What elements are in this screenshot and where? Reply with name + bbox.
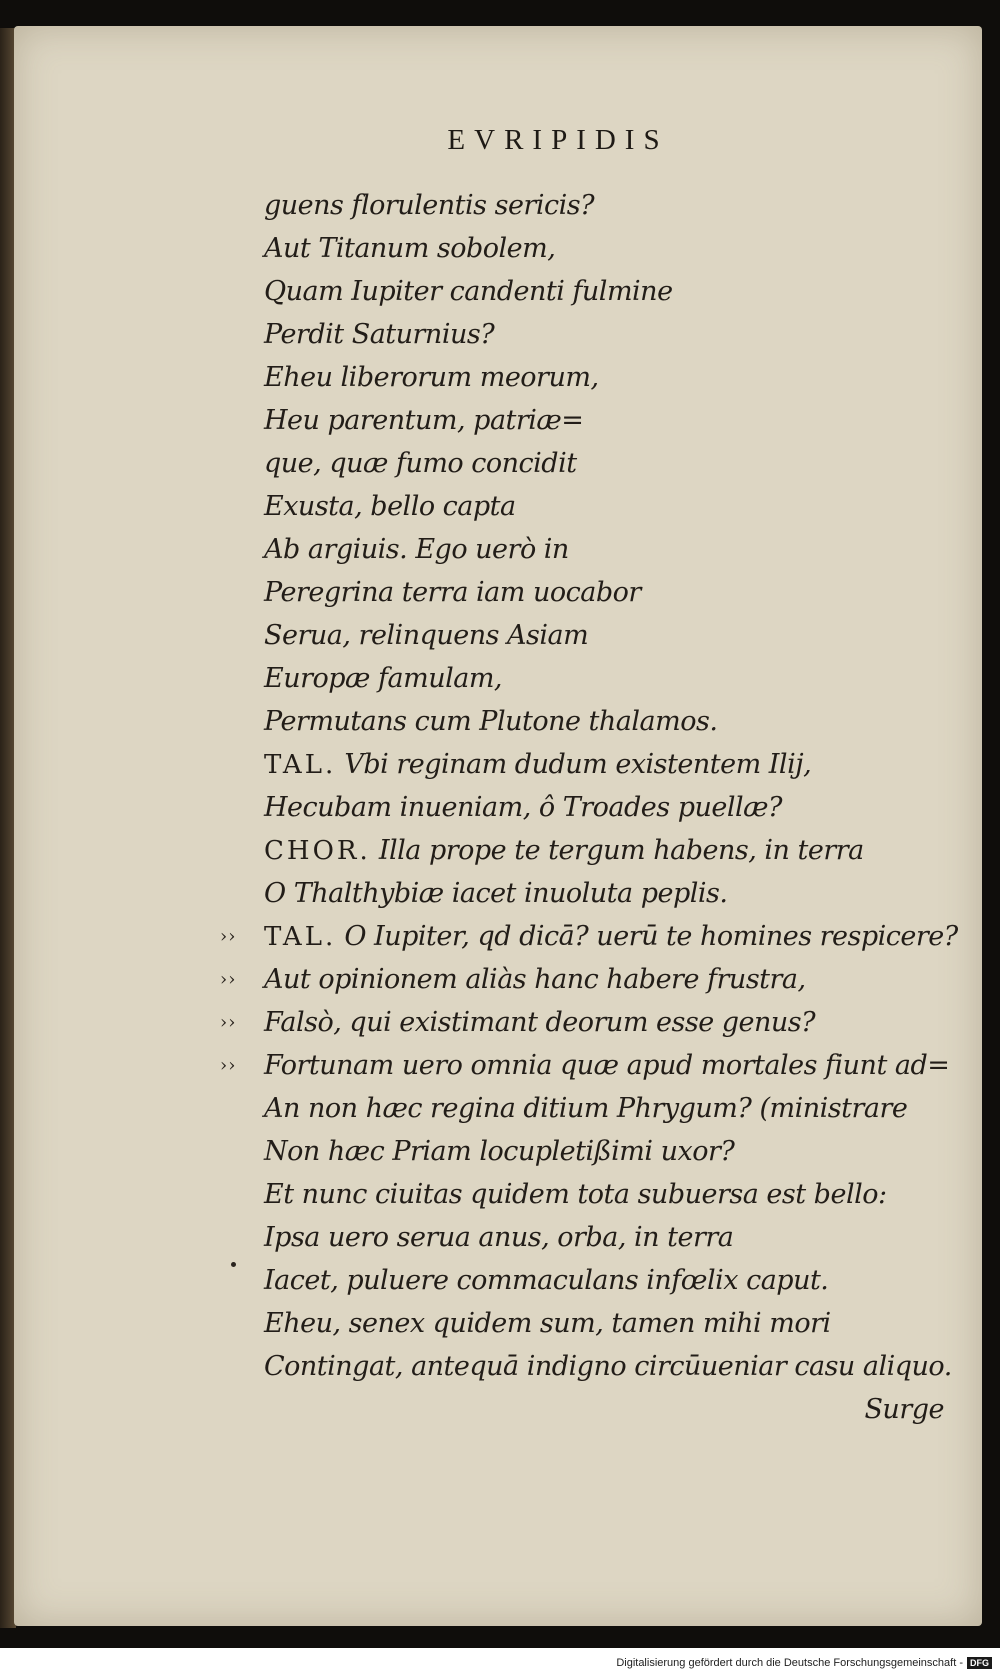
verse-text: que, quæ fumo concidit bbox=[264, 448, 577, 479]
verse-line bbox=[264, 1345, 952, 1388]
verse-line bbox=[264, 786, 944, 829]
verse-line bbox=[264, 270, 944, 313]
verse-text: Serua, relinquens Asiam bbox=[264, 620, 589, 651]
verse-text: Contingat, antequā indigno circūueniar casu aliquo. bbox=[264, 1351, 952, 1382]
verse-line bbox=[264, 227, 944, 270]
verse-text: An non hæc regina ditium Phrygum? (ministrare bbox=[264, 1093, 908, 1124]
verse-line bbox=[264, 657, 944, 700]
verse-text: Eheu liberorum meorum, bbox=[264, 362, 599, 393]
verse-line bbox=[264, 1087, 944, 1130]
verse-line bbox=[264, 442, 944, 485]
verse-text: Peregrina terra iam uocabor bbox=[264, 577, 641, 608]
verse-line bbox=[220, 915, 958, 958]
quotation-marker: ›› bbox=[220, 926, 237, 947]
verse-text: Exusta, bello capta bbox=[264, 491, 516, 522]
verse-text: O Iupiter, qd dicā? uerū te homines respicere? bbox=[344, 921, 958, 952]
verse-line bbox=[264, 399, 944, 442]
verse-line bbox=[264, 1173, 944, 1216]
dfg-logo-icon: DFG bbox=[967, 1657, 992, 1669]
verse-text: Hecubam inueniam, ô Troades puellæ? bbox=[264, 792, 782, 823]
verse-line bbox=[220, 1044, 950, 1087]
verse-line bbox=[264, 184, 944, 227]
verse-text: Eheu, senex quidem sum, tamen mihi mori bbox=[264, 1308, 831, 1339]
verse-text: Europæ famulam, bbox=[264, 663, 503, 694]
verse-line bbox=[264, 1130, 944, 1173]
verse-text: Quam Iupiter candenti fulmine bbox=[264, 276, 673, 307]
verse-line bbox=[264, 356, 944, 399]
text-block bbox=[220, 184, 958, 1431]
speaker-label: CHOR. bbox=[264, 836, 371, 866]
catchword-line bbox=[264, 1388, 944, 1431]
verse-line bbox=[264, 743, 944, 786]
ink-spot bbox=[231, 1262, 236, 1267]
verse-text: Heu parentum, patriæ= bbox=[264, 405, 584, 436]
verse-line bbox=[264, 614, 944, 657]
verse-line bbox=[264, 872, 944, 915]
verse-text: Fortunam uero omnia quæ apud mortales fiunt ad= bbox=[264, 1050, 950, 1081]
verse-line bbox=[264, 829, 944, 872]
verse-text: Falsò, qui existimant deorum esse genus? bbox=[264, 1007, 816, 1038]
quotation-marker: ›› bbox=[220, 1055, 237, 1076]
verse-line bbox=[264, 313, 944, 356]
verse-text: Perdit Saturnius? bbox=[264, 319, 495, 350]
verse-text: O Thalthybiæ iacet inuoluta peplis. bbox=[264, 878, 728, 909]
verse-text: Et nunc ciuitas quidem tota subuersa est bello: bbox=[264, 1179, 887, 1210]
verse-line bbox=[264, 1259, 944, 1302]
footer-bar bbox=[0, 1648, 1000, 1678]
verse-text: guens florulentis sericis? bbox=[264, 190, 595, 221]
quotation-marker: ›› bbox=[220, 969, 237, 990]
verse-text: Aut opinionem aliàs hanc habere frustra, bbox=[264, 964, 806, 995]
speaker-label: TAL. bbox=[264, 922, 337, 952]
quotation-marker: ›› bbox=[220, 1012, 237, 1033]
verse-line bbox=[264, 485, 944, 528]
verse-text: Vbi reginam dudum existentem Ilij, bbox=[344, 749, 812, 780]
speaker-label: TAL. bbox=[264, 750, 337, 780]
verse-text: Non hæc Priam locupletißimi uxor? bbox=[264, 1136, 735, 1167]
verse-line bbox=[220, 1001, 944, 1044]
book-page bbox=[14, 26, 982, 1626]
running-head: EVRIPIDIS bbox=[447, 124, 669, 156]
verse-line bbox=[264, 571, 944, 614]
verse-line bbox=[264, 1302, 944, 1345]
verse-text: Ab argiuis. Ego uerò in bbox=[264, 534, 569, 565]
verse-line bbox=[264, 700, 944, 743]
verse-text: Ipsa uero serua anus, orba, in terra bbox=[264, 1222, 734, 1253]
verse-line bbox=[264, 528, 944, 571]
verse-text: Aut Titanum sobolem, bbox=[264, 233, 556, 264]
verse-text: Iacet, puluere commaculans infœlix caput. bbox=[264, 1265, 829, 1296]
verse-text: Permutans cum Plutone thalamos. bbox=[264, 706, 718, 737]
verse-line bbox=[264, 1216, 944, 1259]
verse-text: Illa prope te tergum habens, in terra bbox=[378, 835, 864, 866]
catchword: Surge bbox=[864, 1394, 944, 1425]
verse-line bbox=[220, 958, 944, 1001]
footer-text: Digitalisierung gefördert durch die Deutsche Forschungsgemeinschaft - bbox=[616, 1657, 963, 1669]
